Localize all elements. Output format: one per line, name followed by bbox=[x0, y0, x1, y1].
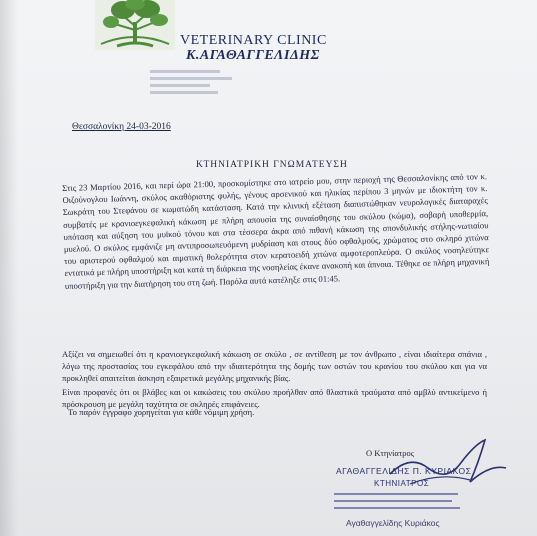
document-title: ΚΤΗΝΙΑΤΡΙΚΗ ΓΝΩΜΑΤΕΥΣΗ bbox=[196, 160, 348, 170]
clinic-tree-logo bbox=[95, 0, 175, 50]
clinic-name: Κ.ΑΓΑΘΑΓΓΕΛΙΔΗΣ bbox=[186, 48, 320, 63]
signatory-role: Ο Κτηνίατρος bbox=[366, 448, 415, 458]
paragraph-conclusion: Είναι προφανές ότι οι βλάβες και οι κακώσεις του σκύλου προήλθαν από θλαστικά τραύματα από αμβλύ αντικείμενο ή πρόσκρουση με μεγάλη ταχύτητα σε σκληρές επιφάνειες. bbox=[62, 387, 487, 410]
clinic-title: VETERINARY CLINIC bbox=[180, 33, 327, 48]
stamp-name: ΑΓΑΘΑΓΓΕΛΙΔΗΣ Π. ΚΥΡΙΑΚΟΣ bbox=[336, 466, 472, 476]
handwritten-signature bbox=[380, 434, 510, 504]
page-shadow bbox=[0, 0, 18, 536]
document-date: Θεσσαλονίκη 24-03-2016 bbox=[72, 122, 171, 132]
paragraph-usage: Το παρόν έγγραφο χορηγείται για κάθε νόμιμη χρήση. bbox=[68, 407, 255, 417]
paragraph-report: Στις 23 Μαρτίου 2016, και περί ώρα 21:00, προσκομίστηκε στο ιατρείο μου, στην περιοχή της Θεσσαλονίκης από τον κ. Οιζούνογλου Ιωάννη, σκύλος ακαθόριστης φυλής, γένους αρσενικού και ηλικίας περίπου 3 μηνών με ιδιοκτήτη τον κ. Σωκράτη του Στεφάνου σε κωματώδη κατάσταση. Κατά την κλινική εξέταση διαπιστώθηκαν νευρολογικές διαταραχές συμβατές με κρανιοεγκεφαλική κάκωση με πλήρη απουσία της συναίσθησης του σκύλου (κώμα), σοβαρή υποθερμία, υπόταση και αύξηση του μυϊκού τόνου και στα τέσσερα άκρα από πιθανή κάκωση της σπονδυλικής στήλης-νωτιαίου μυελού. Ο σκύλος εμφάνιζε μη αντιπροσωπευόμενη μυδρίαση και στους δύο οφθαλμούς, χρώματος στο σκληρό χιτώνα του αριστερού οφθαλμού και αιματική θολερότητα στον κερατοειδή χιτώνα αμφοτεροπλεύρα. Ο σκύλος νοσηλεύτηκε εντατικά με πλήρη υποστήριξη και κατά τη διάρκεια της νοσηλείας έκανε ανακοπή και άπνοια. Τέθηκε σε πλήρη μηχανική υποστήριξη για την διατήρηση του στη ζωή. Παρόλα αυτά κατέληξε στις 01:45. bbox=[62, 171, 490, 291]
stamp-footer: Αγαθαγγελίδης Κυριάκος bbox=[346, 518, 440, 528]
paragraph-note: Αξίζει να σημειωθεί ότι η κρανιοεγκεφαλική κάκωση σε σκύλο , σε αντίθεση με τον άνθρωπο , είναι ιδιαίτερα σπάνια , λόγω της προστασίας του εγκεφάλου από την ιδιαιτερότητα της δομής των οστών του κρανίου του σκύλου και για να προκληθεί απαιτείται άσκηση εξαιρετικά μεγάλης μηχανικής βίας. bbox=[62, 349, 487, 384]
faded-address-lines bbox=[150, 70, 240, 100]
stamp-role: ΚΤΗΝΙΑΤΡΟΣ bbox=[374, 479, 430, 488]
